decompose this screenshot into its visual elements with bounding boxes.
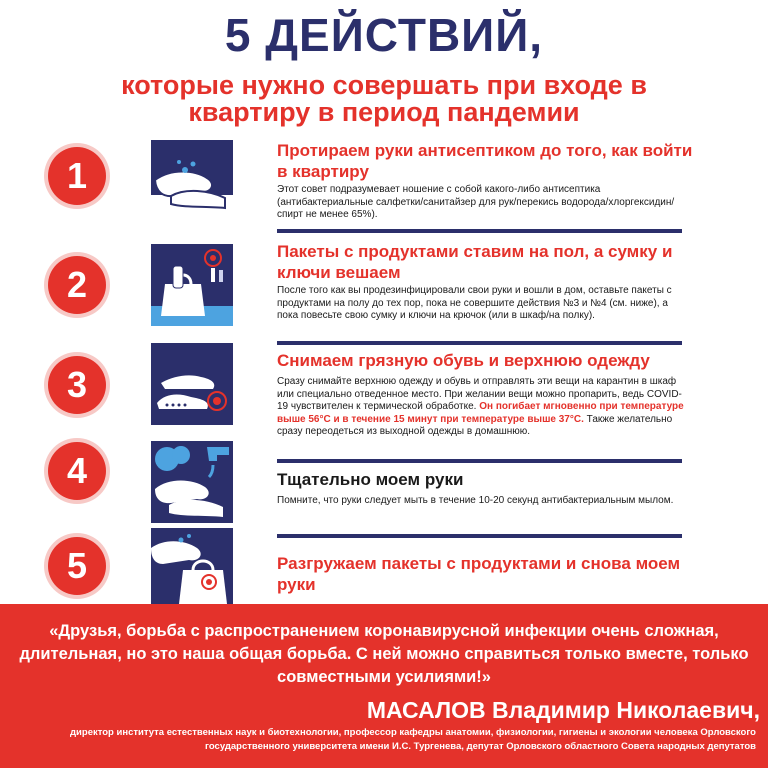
step-4-text: Помните, что руки следует мыть в течение 10-20 секунд антибактериальным мылом. xyxy=(277,495,674,506)
step-5-number: 5 xyxy=(48,537,106,595)
page-subtitle: которые нужно совершать при входе в квартиру в период пандемии xyxy=(121,70,647,127)
hand-sanitizer-icon xyxy=(151,140,233,222)
unpack-groceries-icon xyxy=(151,528,233,604)
step-1-number: 1 xyxy=(48,147,106,205)
step-1-heading: Протираем руки антисептиком до того, как войти в квартиру xyxy=(277,141,693,181)
footer-author: МАСАЛОВ Владимир Николаевич, xyxy=(366,697,760,723)
step-3-text-end: Также желательно сразу переодеться из выходной одежды в домашнюю. xyxy=(277,413,673,437)
step-3-text xyxy=(277,376,687,439)
page-title: 5 ДЕЙСТВИЙ, xyxy=(224,9,544,61)
shoes-off-icon xyxy=(151,343,233,425)
step-4-heading: Тщательно моем руки xyxy=(277,470,464,489)
step-4-divider xyxy=(277,534,682,538)
step-3-warning: Он погибает мгновенно при температуре выше 56°C и в течение 15 минут при температуре выше 37°C. xyxy=(277,401,684,425)
step-1-text: Этот совет подразумевает ношение с собой какого-либо антисептика (антибактериальные салфетки/санитайзер для рук/перекись водорода/хлоргексидин/спирт не менее 65%). xyxy=(277,184,675,220)
wash-hands-icon xyxy=(151,441,233,523)
step-2-number: 2 xyxy=(48,256,106,314)
step-3-number: 3 xyxy=(48,356,106,414)
step-2-divider xyxy=(277,341,682,345)
step-5-heading: Разгружаем пакеты с продуктами и снова моем руки xyxy=(277,554,681,594)
step-3-text-main: Сразу снимайте верхнюю одежду и обувь и отправлять эти вещи на карантин в шкаф или специально отведенное место. При желании вещи можно пропарить, ведь COVID-19 чувствителен к термической обработке. xyxy=(277,376,682,412)
step-3-divider xyxy=(277,459,682,463)
grocery-bag-keys-icon xyxy=(151,244,233,326)
step-2-heading: Пакеты с продуктами ставим на пол, а сумку и ключи вешаем xyxy=(277,242,673,282)
step-2-text: После того как вы продезинфицировали свои руки и вошли в дом, оставьте пакеты с продуктами на полу до тех пор, пока не совершите действия №3 и №4 (см. ниже), а пока повесьте свою сумку и ключи на крючок (или в шкаф/на полку). xyxy=(277,285,672,321)
step-4-number: 4 xyxy=(48,442,106,500)
footer-quote: «Друзья, борьба с распространением коронавирусной инфекции очень сложная, длительная, но это наша общая борьба. С ней можно справиться только вместе, только совместными усилиями!» xyxy=(19,622,749,686)
step-1-divider xyxy=(277,229,682,233)
step-3-heading: Снимаем грязную обувь и верхнюю одежду xyxy=(277,351,650,370)
footer-author-role: директор института естественных наук и биотехнологии, профессор кафедры анатомии, физиологии, гигиены и экологии человека Орловского государственного университета имени И.С. Тургенева, депутат Орловского областного Совета народных депутатов xyxy=(70,727,756,752)
